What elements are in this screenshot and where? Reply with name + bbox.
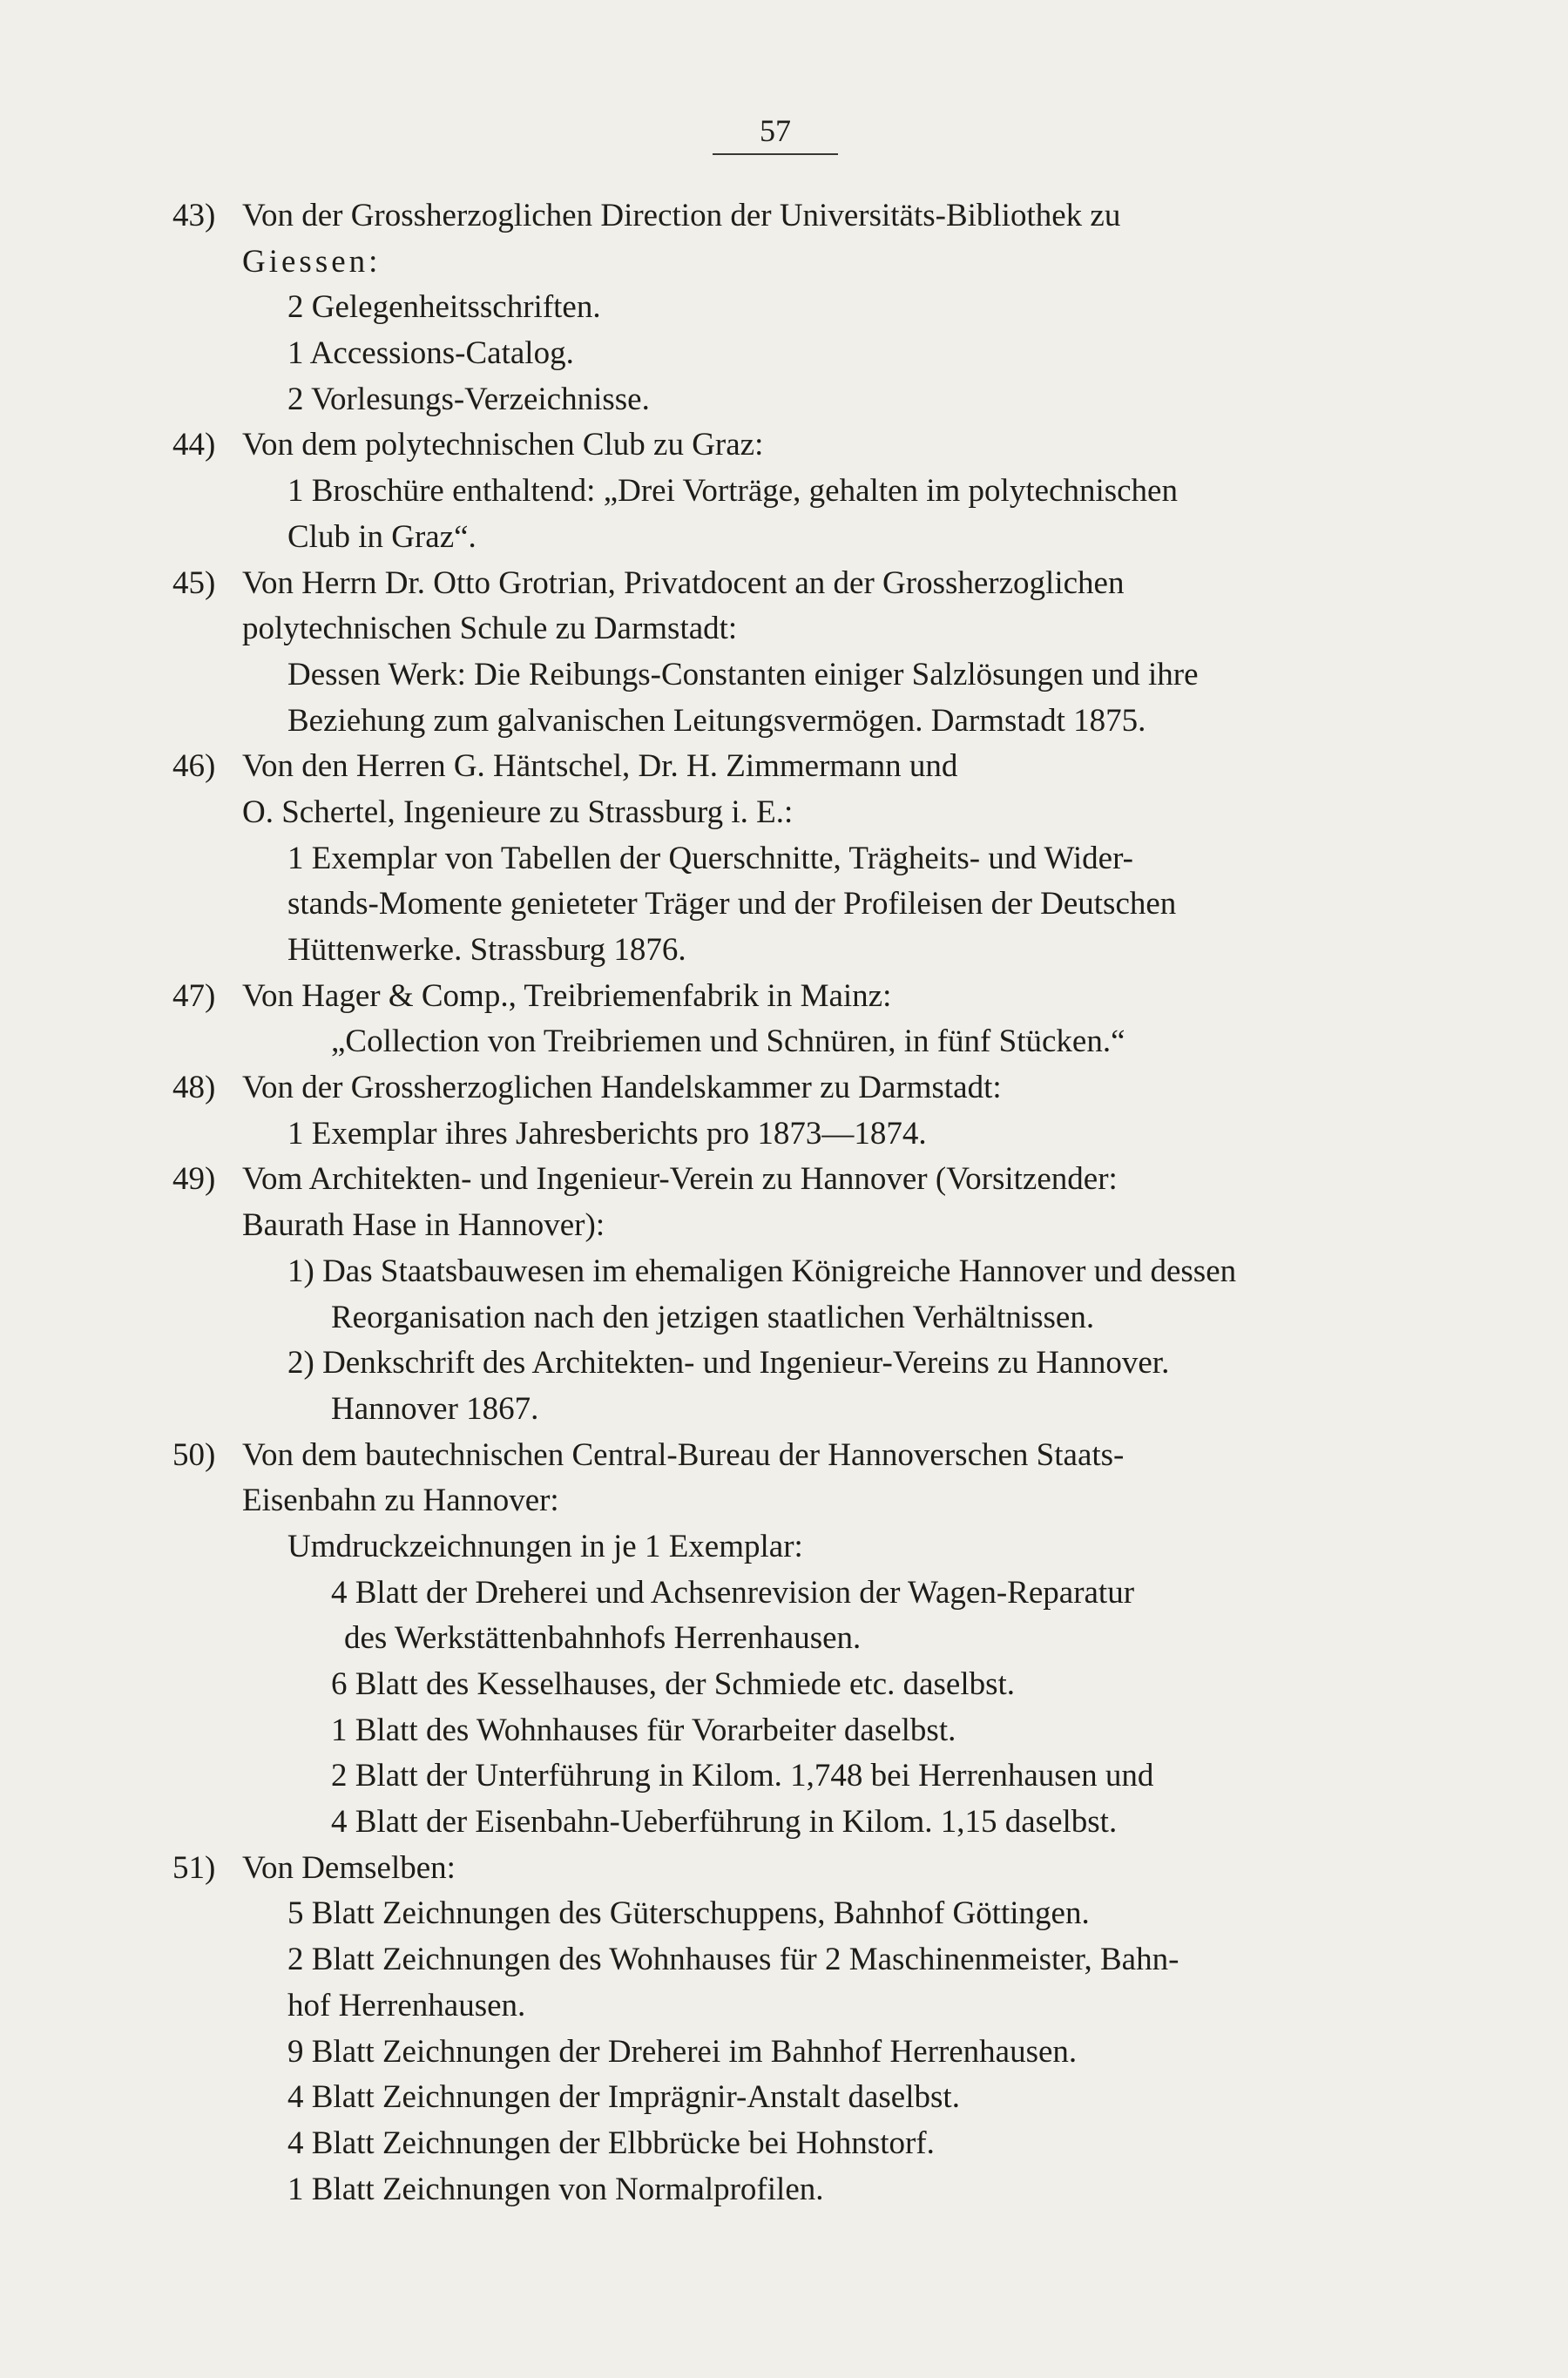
entry-line bbox=[0, 1937, 1568, 1983]
entry-text: Reorganisation nach den jetzigen staatlichen Verhältnissen. bbox=[331, 1299, 1095, 1335]
entry-line bbox=[0, 699, 1568, 745]
page-number-rule bbox=[713, 153, 838, 155]
entry-line bbox=[0, 1846, 1568, 1892]
entry-line bbox=[0, 1662, 1568, 1708]
entry-text: Giessen: bbox=[242, 243, 382, 280]
entry-line bbox=[0, 1387, 1568, 1433]
entry-number: 48) bbox=[172, 1070, 216, 1106]
entry-line bbox=[0, 331, 1568, 377]
entry-text: Dessen Werk: Die Reibungs-Constanten einiger Salzlösungen und ihre bbox=[287, 656, 1199, 692]
entry-text: Von der Grossherzoglichen Handelskammer zu Darmstadt: bbox=[242, 1070, 1002, 1106]
entry-line bbox=[0, 1478, 1568, 1524]
entry-line bbox=[0, 240, 1568, 286]
entry-number: 49) bbox=[172, 1161, 216, 1198]
entry-text: 1 Exemplar von Tabellen der Querschnitte, Trägheits- und Wider- bbox=[287, 840, 1133, 876]
document-body bbox=[0, 193, 1568, 2212]
entry-line bbox=[0, 1753, 1568, 1800]
entry-text: 6 Blatt des Kesselhauses, der Schmiede etc. daselbst. bbox=[331, 1666, 1016, 1702]
entry-number: 43) bbox=[172, 198, 216, 233]
entry-line bbox=[0, 2075, 1568, 2121]
entry-text: 2) Denkschrift des Architekten- und Ingenieur-Vereins zu Hannover. bbox=[287, 1345, 1170, 1382]
entry-line bbox=[0, 2121, 1568, 2167]
entry-number: 51) bbox=[172, 1849, 216, 1886]
entry-number: 46) bbox=[172, 748, 216, 785]
entry-line bbox=[0, 790, 1568, 836]
entry-text: 2 Vorlesungs-Verzeichnisse. bbox=[287, 381, 650, 417]
entry-text: Von Demselben: bbox=[242, 1849, 456, 1886]
entry-text: Hannover 1867. bbox=[331, 1390, 539, 1427]
entry-text: O. Schertel, Ingenieure zu Strassburg i. E.: bbox=[242, 794, 794, 830]
entry-text: stands-Momente genieteter Träger und der Profileisen der Deutschen bbox=[287, 886, 1177, 922]
entry-text: Umdruckzeichnungen in je 1 Exemplar: bbox=[287, 1528, 803, 1564]
entry-line bbox=[0, 836, 1568, 882]
entry-line bbox=[0, 1111, 1568, 1158]
entry-text: 1 Blatt des Wohnhauses für Vorarbeiter daselbst. bbox=[331, 1712, 956, 1748]
entry-text: Baurath Hase in Hannover): bbox=[242, 1207, 605, 1244]
entry-line bbox=[0, 974, 1568, 1020]
entry-text: Von dem bautechnischen Central-Bureau der Hannoverschen Staats- bbox=[242, 1436, 1125, 1473]
entry-line bbox=[0, 1157, 1568, 1203]
entry-line bbox=[0, 744, 1568, 790]
entry-number: 45) bbox=[172, 564, 216, 601]
entry-line bbox=[0, 1891, 1568, 1937]
entry-text: Vom Architekten- und Ingenieur-Verein zu Hannover (Vorsitzender: bbox=[242, 1161, 1118, 1198]
entry-number: 50) bbox=[172, 1436, 216, 1473]
entry-text: 9 Blatt Zeichnungen der Dreherei im Bahnhof Herrenhausen. bbox=[287, 2033, 1078, 2070]
entry-text: Eisenbahn zu Hannover: bbox=[242, 1483, 559, 1519]
entry-text: 4 Blatt Zeichnungen der Elbbrücke bei Hohnstorf. bbox=[287, 2125, 935, 2161]
entry-number: 44) bbox=[172, 427, 216, 463]
entry-line bbox=[0, 561, 1568, 607]
entry-line bbox=[0, 285, 1568, 331]
entry-text: Von den Herren G. Häntschel, Dr. H. Zimmermann und bbox=[242, 748, 958, 785]
entry-line bbox=[0, 2167, 1568, 2213]
entry-line bbox=[0, 1203, 1568, 1249]
entry-line bbox=[0, 1341, 1568, 1387]
entry-text: 1 Broschüre enthaltend: „Drei Vorträge, gehalten im polytechnischen bbox=[287, 473, 1178, 510]
entry-line bbox=[0, 469, 1568, 515]
entry-text: Hüttenwerke. Strassburg 1876. bbox=[287, 932, 686, 968]
entry-number: 47) bbox=[172, 977, 216, 1014]
entry-line bbox=[0, 1800, 1568, 1846]
entry-text: 1 Blatt Zeichnungen von Normalprofilen. bbox=[287, 2171, 824, 2207]
entry-text: des Werkstättenbahnhofs Herrenhausen. bbox=[344, 1620, 862, 1657]
entry-text: polytechnischen Schule zu Darmstadt: bbox=[242, 611, 738, 647]
entry-line bbox=[0, 2030, 1568, 2076]
entry-line bbox=[0, 422, 1568, 469]
entry-text: 4 Blatt der Dreherei und Achsenrevision der Wagen-Reparatur bbox=[331, 1574, 1135, 1611]
entry-text: „Collection von Treibriemen und Schnüren, in fünf Stücken.“ bbox=[331, 1023, 1125, 1060]
entry-line bbox=[0, 1295, 1568, 1341]
entry-text: Von der Grossherzoglichen Direction der Universitäts-Bibliothek zu bbox=[242, 198, 1121, 233]
entry-line bbox=[0, 193, 1568, 240]
entry-text: 5 Blatt Zeichnungen des Güterschuppens, Bahnhof Göttingen. bbox=[287, 1895, 1090, 1932]
entry-line bbox=[0, 606, 1568, 652]
entry-text: 2 Gelegenheitsschriften. bbox=[287, 289, 601, 326]
entry-text: Club in Graz“. bbox=[287, 518, 476, 555]
entry-line bbox=[0, 1249, 1568, 1295]
entry-line bbox=[0, 1983, 1568, 2030]
entry-line bbox=[0, 882, 1568, 928]
entry-text: 4 Blatt der Eisenbahn-Ueberführung in Kilom. 1,15 daselbst. bbox=[331, 1804, 1118, 1841]
entry-text: 2 Blatt Zeichnungen des Wohnhauses für 2 Maschinenmeister, Bahn- bbox=[287, 1942, 1179, 1978]
entry-line bbox=[0, 1065, 1568, 1111]
page-number: 57 bbox=[760, 113, 791, 148]
entry-text: 2 Blatt der Unterführung in Kilom. 1,748 bei Herrenhausen und bbox=[331, 1758, 1154, 1794]
entry-text: Von dem polytechnischen Club zu Graz: bbox=[242, 427, 764, 463]
entry-line bbox=[0, 1433, 1568, 1479]
entry-line bbox=[0, 377, 1568, 423]
entry-line bbox=[0, 1019, 1568, 1065]
entry-line bbox=[0, 1571, 1568, 1617]
entry-line bbox=[0, 1524, 1568, 1571]
entry-text: Beziehung zum galvanischen Leitungsvermögen. Darmstadt 1875. bbox=[287, 702, 1146, 739]
entry-line bbox=[0, 652, 1568, 699]
entry-line bbox=[0, 1708, 1568, 1754]
entry-text: 1 Accessions-Catalog. bbox=[287, 335, 574, 372]
entry-text: Von Herrn Dr. Otto Grotrian, Privatdocent an der Grossherzoglichen bbox=[242, 564, 1125, 601]
entry-text: 1 Exemplar ihres Jahresberichts pro 1873—1874. bbox=[287, 1115, 927, 1152]
entry-text: 4 Blatt Zeichnungen der Imprägnir-Anstalt daselbst. bbox=[287, 2079, 960, 2116]
entry-line bbox=[0, 515, 1568, 561]
entry-text: hof Herrenhausen. bbox=[287, 1987, 526, 2023]
entry-text: Von Hager & Comp., Treibriemenfabrik in Mainz: bbox=[242, 977, 892, 1014]
entry-line bbox=[0, 1616, 1568, 1662]
entry-text: 1) Das Staatsbauwesen im ehemaligen Königreiche Hannover und dessen bbox=[287, 1253, 1237, 1289]
entry-line bbox=[0, 928, 1568, 974]
